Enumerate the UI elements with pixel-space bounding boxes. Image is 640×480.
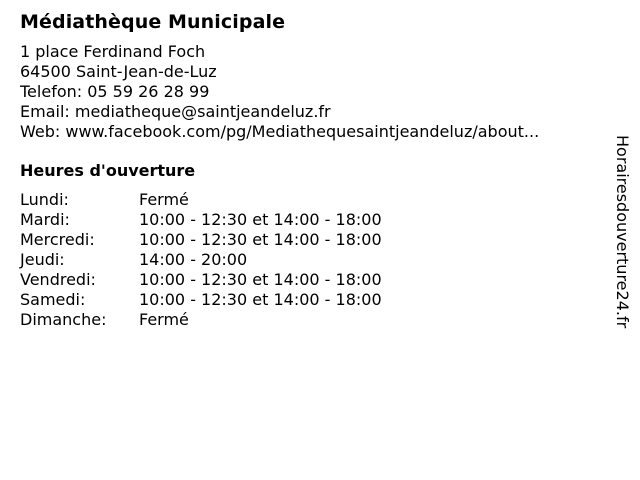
opening-hours-table (20, 190, 600, 330)
hours-day: Vendredi: (20, 270, 96, 289)
hours-time: 10:00 - 12:30 et 14:00 - 18:00 (139, 270, 382, 289)
site-watermark: Horairesdouverture24.fr (613, 135, 632, 329)
place-card (20, 10, 600, 330)
web-line: Web: www.facebook.com/pg/Mediathequesaintjeandeluz/about... (20, 122, 540, 141)
hours-day: Jeudi: (20, 250, 65, 269)
contact-block (20, 42, 600, 142)
hours-day: Dimanche: (20, 310, 107, 329)
hours-row-dimanche (20, 310, 600, 330)
email-line: Email: mediatheque@saintjeandeluz.fr (20, 102, 331, 121)
hours-day: Lundi: (20, 190, 69, 209)
hours-day: Mardi: (20, 210, 70, 229)
hours-day: Mercredi: (20, 230, 95, 249)
hours-row-mercredi (20, 230, 600, 250)
hours-time: 14:00 - 20:00 (139, 250, 248, 269)
hours-row-vendredi (20, 270, 600, 290)
hours-day: Samedi: (20, 290, 86, 309)
place-title: Médiathèque Municipale (20, 11, 286, 33)
hours-row-jeudi (20, 250, 600, 270)
hours-row-samedi (20, 290, 600, 310)
hours-time: 10:00 - 12:30 et 14:00 - 18:00 (139, 290, 382, 309)
hours-time: 10:00 - 12:30 et 14:00 - 18:00 (139, 230, 382, 249)
hours-time: Fermé (139, 190, 189, 209)
hours-time: 10:00 - 12:30 et 14:00 - 18:00 (139, 210, 382, 229)
phone-line: Telefon: 05 59 26 28 99 (20, 82, 210, 101)
opening-hours-heading: Heures d'ouverture (20, 161, 196, 180)
address-line-city: 64500 Saint-Jean-de-Luz (20, 62, 217, 81)
hours-row-lundi (20, 190, 600, 210)
hours-row-mardi (20, 210, 600, 230)
address-line-street: 1 place Ferdinand Foch (20, 42, 206, 61)
hours-time: Fermé (139, 310, 189, 329)
